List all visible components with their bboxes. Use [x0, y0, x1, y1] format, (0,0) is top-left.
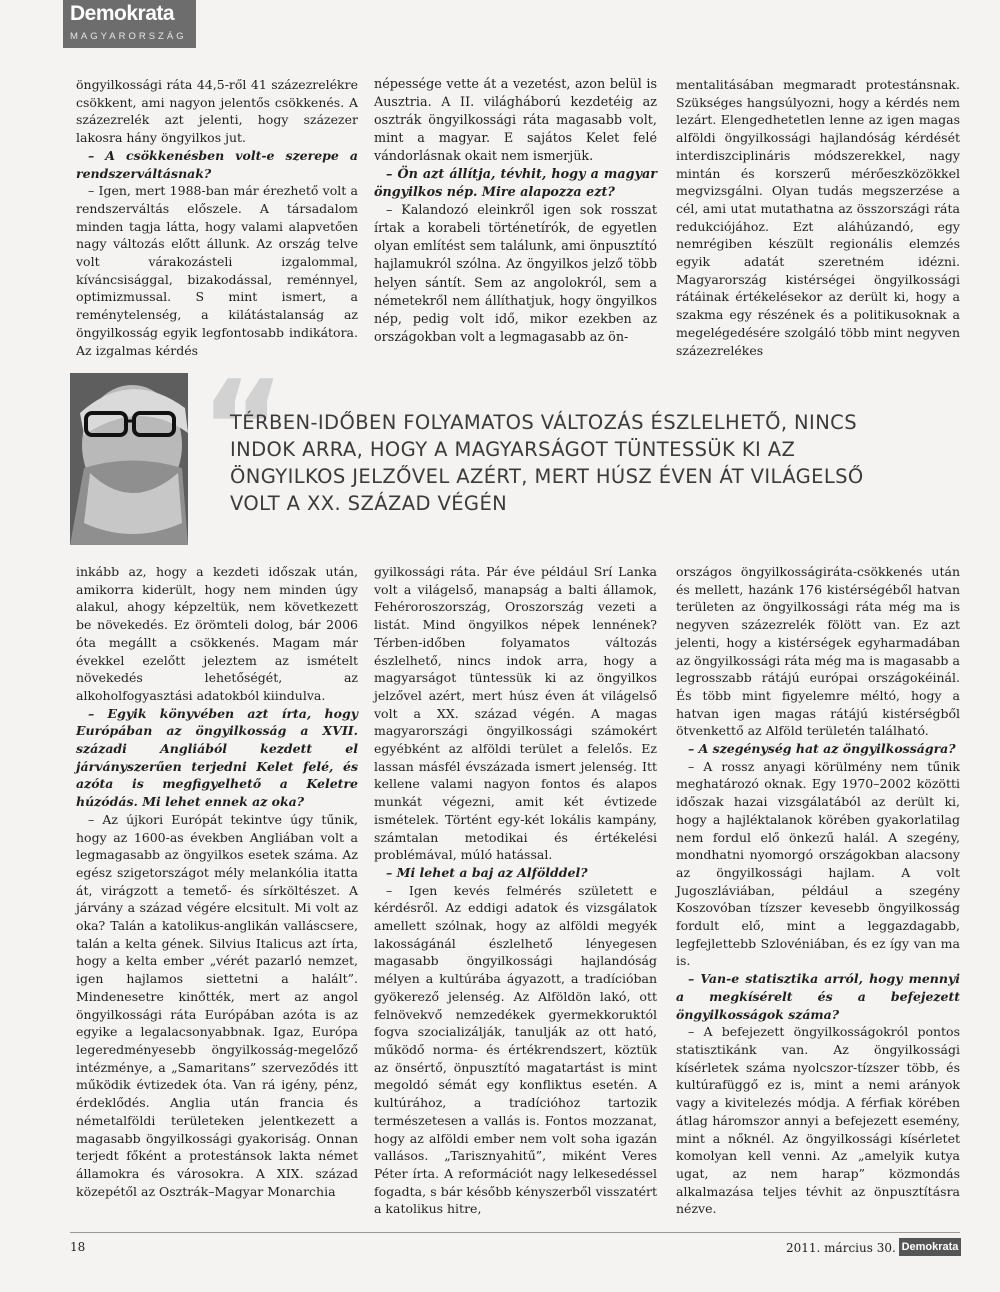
bottom-column-1: [76, 563, 358, 1200]
footer-logo: Demokrata: [899, 1238, 961, 1256]
masthead-subtitle: MAGYARORSZÁG: [70, 31, 187, 42]
footer-rule: [70, 1232, 960, 1233]
interview-question: – A csökkenésben volt-e szerepe a rendszerváltásnak?: [76, 147, 358, 181]
article-paragraph: – Igen kevés felmérés született e kérdésről. Az eddigi adatok és vizsgálatok amellett szólnak, hogy az alföldi megyék lakosságánál észlelhető lényegesen magasabb öngyilkossági hajlandóság mélyen a kultúrába ágyazott, a tradícióban gyökerező jelenség. Az Alföldön lakó, ott felnövekvő nemzedékek gyermekkoruktól fogva szocializálják, tanulják az ott ható, működő norma- és értékrendszert, köztük az önsértő, önpusztító magatartást is mint megoldó sémát egy konfliktus esetén. A kultúrához, a tradícióhoz tartozik természetesen a vallás is. Fontos mozzanat, hogy az alföldi ember nem volt soha igazán vallásos. „Tarisznyahitű”, miként Veres Péter írta. A reformációt nagy lelkesedéssel fogadta, s bár később kényszerből visszatért a katolikus hitre,: [374, 882, 657, 1217]
article-paragraph: mentalitásában megmaradt protestánsnak. Szükséges hangsúlyozni, hogy a kérdés nem lezárt. Elengedhetetlen lenne az igen magas alföldi öngyilkossági hajlandóság kérdését interdiszciplináris módszerekkel, nagy mintán és korszerű mérőeszközökkel megvizsgálni. Olyan tudás megszerzése a cél, ami utat mutathatna az összországi ráta redukciójához. Ezt aláhúzandó, egy nemrégiben készült regionális elemzés egyik adatát szeretném idézni. Magyarország kistérségei öngyilkossági rátáinak értékelésekor az derült ki, hogy a szakma egy részének és a politikusoknak a megelégedésére szolgáló több mint negyven százezrelékes: [676, 77, 960, 358]
article-paragraph: – Az újkori Európát tekintve úgy tűnik, hogy az 1600-as években Angliában volt a legmagasabb az öngyilkos esetek száma. Az egész szigetországot mély melankólia itatta át, virágzott a temető- és sírköltészet. A járvány a század végére elcsitult. Mi volt az oka? Talán a katolikus-anglikán valláscsere, talán a kelta gének. Silvius Italicus azt írta, hogy a kelta ember „vérét pazarló nemzet, igen hajlamos siettetni a halált”. Mindenesetre kinőtték, mert az angol öngyilkossági ráta Európában azóta is az egyike a legalacsonyabbnak. Igaz, Európa legeredményesebb öngyilkosság-megelőző intézménye, a „Samaritans” szerveződés itt működik évtizedek óta. Van rá igény, pénz, érdeklődés. Anglia után francia és németalföldi területeken jelentkezett a magasabb öngyilkossági gyakoriság. Onnan terjedt főként a protestánsok lakta német államokra és városokra. A XIX. század közepétől az Osztrák–Magyar Monarchia: [76, 811, 358, 1199]
issue-date: 2011. március 30.: [786, 1241, 896, 1255]
interview-question: – Mi lehet a baj az Alfölddel?: [386, 864, 588, 880]
top-column-1: [76, 76, 358, 359]
page-number: 18: [70, 1240, 86, 1254]
interview-question: – Van-e statisztika arról, hogy mennyi a megkísérelt és a befejezett öngyilkosságok száma?: [676, 971, 960, 1022]
author-photo: [70, 373, 188, 545]
article-paragraph: népessége vette át a vezetést, azon belül is Ausztria. A II. világháború kezdetéig az osztrák öngyilkossági ráta magasabb volt, mint a magyar. E sajátos Kelet felé vándorlásnak okait nem ismerjük.: [374, 77, 657, 165]
interview-question: – Egyik könyvében azt írta, hogy Európában az öngyilkosság a XVII. századi Angliából kezdett el járványszerűen terjedni Kelet felé, és azóta is megfigyelhető a Keletre húzódás. Mi lehet ennek az oka?: [76, 705, 358, 810]
article-paragraph: – Kalandozó eleinkről igen sok rosszat írtak a korabeli történetírók, de egyetlen olyan említést sem találunk, ami önpusztító hajlamukról szólna. Az öngyilkos jelző több helyen sántít. Sem az angolokról, sem a németekről nem állíthatjuk, hogy öngyilkos nép, pedig volt idő, mikor ezekben az országokban volt a legmagasabb az ön-: [374, 203, 657, 345]
pull-quote-text: TÉRBEN-IDŐBEN FOLYAMATOS VÁLTOZÁS ÉSZLELHETŐ, NINCS INDOK ARRA, HOGY A MAGYARSÁGOT TÜNTESSÜK KI AZ ÖNGYILKOS JELZŐVEL AZÉRT, MERT HÚSZ ÉVEN ÁT VILÁGELSŐ VOLT A XX. SZÁZAD VÉGÉN: [230, 411, 864, 515]
quote-mark-icon: “: [200, 352, 286, 504]
top-column-2: [374, 76, 657, 347]
top-column-3: [676, 76, 960, 359]
bottom-column-2: [374, 563, 657, 1218]
article-paragraph: – A rossz anyagi körülmény nem tűnik meghatározó oknak. Egy 1970–2002 közötti időszak hazai vizsgálatából az derült ki, hogy a hajléktalanok körében gyakorlatilag nem fordul elő önkezű halál. A szegény, mondhatni nyomorgó országokban alacsony az öngyilkossági hajlam. A volt Jugoszláviában, például a szegény Koszovóban tízszer kevesebb öngyilkosság fordult elő, mint a leggazdagabb, legfejlettebb Szlovéniában, és ez így van ma is.: [676, 758, 960, 969]
masthead-logo: Demokrata: [70, 2, 175, 25]
article-paragraph: – A befejezett öngyilkosságokról pontos statisztikánk van. Az öngyilkossági kísérletek száma nyolcszor-tízszer több, és kultúrafüggő ez is, mint a nemi arányok vagy a kivitelezés módja. A férfiak körében átlag háromszor annyi a befejezett esemény, mint a nőknél. Az öngyilkossági kísérletet komolyan kell venni. Az „amelyik kutya ugat, az nem harap” közmondás alkalmazása teljes tévhit az önpusztításra nézve.: [676, 1024, 960, 1217]
article-paragraph: országos öngyilkosságiráta-csökkenés után és mellett, hazánk 176 kistérségéből hatvan területen az öngyilkossági ráta még ma is negyven százezrelék fölött van. Ez azt jelenti, hogy a kistérségek egyharmadában az öngyilkossági ráta még ma is magasabb a legrosszabb rátájú európai országokéinál. És több mint figyelemre méltó, hogy a hatvan igen magas rátájú kistérségből ötvenkettő az Alföld területén található.: [676, 564, 960, 739]
interview-question: – Ön azt állítja, tévhit, hogy a magyar öngyilkos nép. Mire alapozza ezt?: [374, 167, 657, 201]
article-paragraph: inkább az, hogy a kezdeti időszak után, amikorra kiderült, hogy nem minden úgy alakul, ahogy képzeltük, nem következett be növekedés. Ez örömteli dolog, bár 2006 óta megállt a csökkenés. Magam már évekkel ezelőtt jeleztem az ismételt növekedés lehetőségét, az alkoholfogyasztási adatokból kiindulva.: [76, 564, 358, 703]
article-paragraph: gyilkossági ráta. Pár éve például Srí Lanka volt a világelső, manapság a balti államok, Fehéroroszország, Oroszország vezeti a listát. Mind öngyilkos népek lennének? Térben-időben folyamatos változás észlelhető, nincs indok arra, hogy a magyarságot tüntessük ki az öngyilkos jelzővel azért, mert húsz éven át világelső volt a XX. század végén. A magas magyarországi öngyilkossági számokért egyébként az alföldi terület a felelős. Ez lassan másfél évszázada ismert jelenség. Itt kellene valami nagyon fontos és alapos munkát végezni, amit két évtizede ismételek. Történt egy-két lokális kampány, számtalan metodikai és értékelési problémával, múló hatással.: [374, 564, 657, 863]
masthead: [63, 0, 196, 48]
interview-question: – A szegénység hat az öngyilkosságra?: [688, 741, 956, 757]
pull-quote-block: [70, 352, 950, 548]
article-paragraph: – Igen, mert 1988-ban már érezhető volt a rendszerváltás előszele. A társadalom minden tagja látta, hogy valami alapvetően nagy változás előtt állunk. Az ország telve volt várakozásteli izgalommal, kíváncsisággal, bizakodással, reménnyel, optimizmussal. S mint ismert, a reménytelenség, a kilátástalanság az öngyilkosság egyik legfontosabb indikátora. Az izgalmas kérdés: [76, 183, 358, 358]
article-paragraph: öngyilkossági ráta 44,5-ről 41 százezrelékre csökkent, ami nagyon jelentős csökkenés. A százezrelék azt jelenti, hogy százezer lakosra hány öngyilkos jut.: [76, 77, 358, 146]
bottom-column-3: [676, 563, 960, 1218]
